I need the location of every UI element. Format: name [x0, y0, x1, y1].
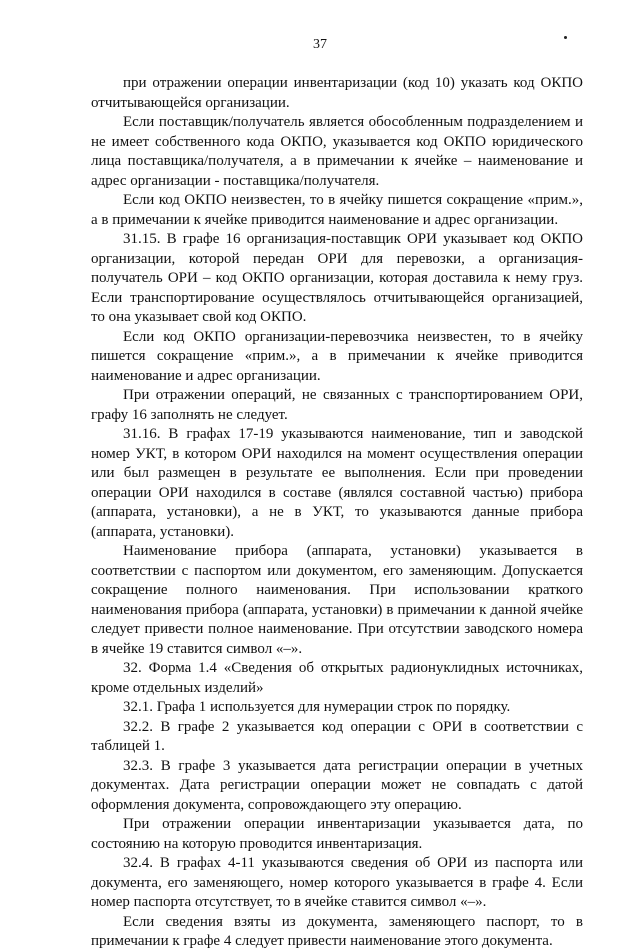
paragraph: 32.4. В графах 4-11 указываются сведения об ОРИ из паспорта или документа, его заменяющего, номер которого указывается в графе 4. Если номер паспорта отсутствует, то в ячейке ставится символ «–».	[91, 855, 583, 910]
paragraph: 31.16. В графах 17-19 указываются наименование, тип и заводской номер УКТ, в котором ОРИ находился на момент осуществления операции или был размещен в результате ее выполнения. Если при проведении операции ОРИ находился в составе (являлся составной частью) прибора (аппарата, установки), а не в УКТ, то указываются данные прибора (аппарата, установки).	[91, 426, 583, 540]
paragraph: Если поставщик/получатель является обособленным подразделением и не имеет собственного кода ОКПО, указывается код ОКПО юридического лица поставщика/получателя, а в примечании к ячейке – наименование и адрес организации - поставщика/получателя.	[91, 114, 583, 189]
paragraph: При отражении операции инвентаризации указывается дата, по состоянию на которую проводится инвентаризация.	[91, 816, 583, 852]
paragraph: 32.2. В графе 2 указывается код операции с ОРИ в соответствии с таблицей 1.	[91, 718, 583, 754]
paragraph: Если сведения взяты из документа, заменяющего паспорт, то в примечании к графе 4 следует привести наименование этого документа.	[91, 913, 583, 949]
scan-mark	[564, 36, 567, 39]
paragraph: 32.3. В графе 3 указывается дата регистрации операции в учетных документах. Дата регистрации операции может не совпадать с датой оформления документа, сопровождающего эту операцию.	[91, 757, 583, 813]
paragraph: Если код ОКПО организации-перевозчика неизвестен, то в ячейку пишется сокращение «прим.», а в примечании к ячейке приводится наименование и адрес организации.	[91, 328, 583, 384]
paragraph: Если код ОКПО неизвестен, то в ячейку пишется сокращение «прим.», а в примечании к ячейке приводится наименование и адрес организации.	[91, 192, 583, 228]
paragraph: при отражении операции инвентаризации (код 10) указать код ОКПО отчитывающейся организации.	[91, 75, 583, 111]
paragraph: 32.1. Графа 1 используется для нумерации строк по порядку.	[123, 699, 511, 715]
paragraph: Наименование прибора (аппарата, установки) указывается в соответствии с паспортом или документом, его заменяющим. Допускается сокращение полного наименования. При использовании краткого наименования прибора (аппарата, установки) в примечании к данной ячейке следует привести полное наименование. При отсутствии заводского номера в ячейке 19 ставится символ «–».	[91, 543, 583, 657]
page-number: 37	[313, 37, 327, 52]
paragraph: 31.15. В графе 16 организация-поставщик ОРИ указывает код ОКПО организации, которой передан ОРИ для перевозки, а организация-получатель ОРИ – код ОКПО организации, которая доставила к нему груз. Если транспортирование осуществлялось отчитывающейся организацией, то она указывает свой код ОКПО.	[91, 231, 583, 325]
paragraph: 32. Форма 1.4 «Сведения об открытых радионуклидных источниках, кроме отдельных изделий»	[91, 660, 583, 696]
paragraph: При отражении операций, не связанных с транспортированием ОРИ, графу 16 заполнять не следует.	[91, 387, 583, 423]
document-body	[91, 74, 583, 952]
